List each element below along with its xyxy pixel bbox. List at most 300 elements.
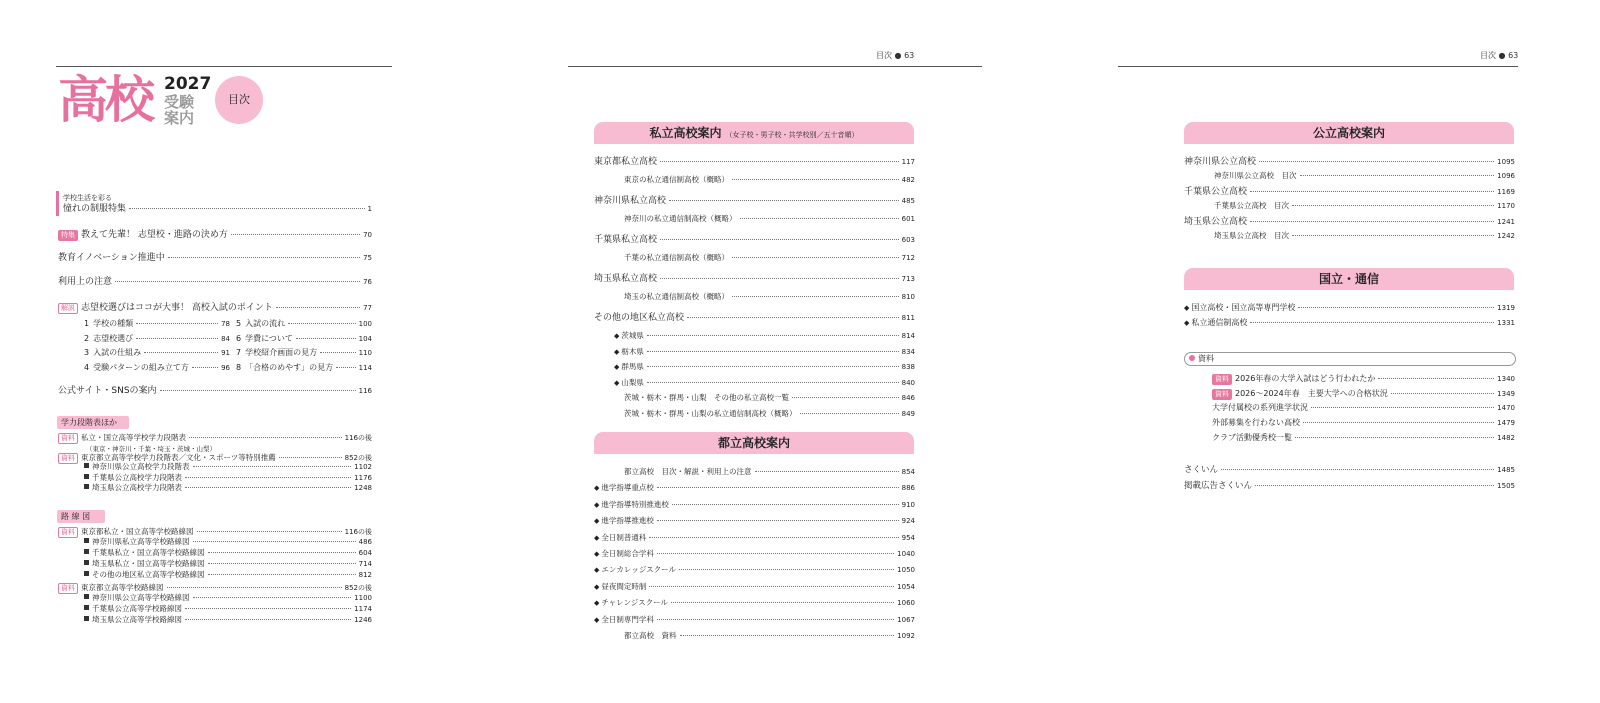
toc-entry[interactable] — [236, 349, 372, 357]
toc-entry[interactable] — [1184, 188, 1515, 197]
dot-leader — [732, 296, 899, 297]
dot-leader — [660, 239, 899, 240]
entry-badge: 資料 — [58, 527, 78, 538]
diamond-bullet-icon: ◆ — [1184, 304, 1190, 312]
dot-leader — [192, 367, 218, 368]
dot-leader — [671, 602, 894, 603]
entry-title: チャレンジスクール — [601, 598, 668, 608]
toc-entry[interactable] — [58, 433, 372, 444]
entry-page: 104 — [358, 334, 372, 343]
entry-title: 全日制専門学科 — [601, 614, 654, 624]
lead-entry[interactable] — [63, 205, 372, 214]
dot-leader — [657, 619, 894, 620]
toc-entry[interactable] — [1212, 374, 1515, 385]
diamond-bullet-icon: ◆ — [594, 615, 600, 624]
right-page — [1100, 0, 1600, 703]
dot-leader — [1250, 322, 1494, 323]
dot-leader — [1295, 437, 1494, 438]
entry-page: 1050 — [897, 566, 915, 575]
dot-leader — [649, 586, 894, 587]
toc-entry[interactable] — [84, 616, 372, 624]
usage-title: 利用上の注意 — [58, 277, 113, 287]
entry-page: 601 — [901, 215, 915, 223]
entry-page: 1054 — [897, 582, 915, 591]
dot-leader — [208, 552, 356, 553]
edu-page: 75 — [363, 254, 372, 262]
materials-label: 資料 — [1198, 354, 1214, 363]
toc-entry[interactable] — [1212, 389, 1515, 400]
public-banner — [1184, 122, 1514, 144]
square-bullet-icon — [84, 571, 89, 576]
toc-entry[interactable] — [594, 314, 915, 323]
entry-page: 849 — [901, 409, 915, 418]
diamond-bullet-icon: ◆ — [1184, 319, 1190, 327]
square-bullet-icon — [84, 538, 89, 543]
entry-title: 栃木県 — [621, 346, 644, 356]
entry-title: その他の地区私立高校 — [594, 313, 685, 323]
dot-leader — [732, 257, 899, 258]
entry-badge: 資料 — [58, 583, 78, 594]
toc-entry[interactable] — [614, 332, 915, 340]
dot-leader — [649, 537, 898, 538]
entry-page: 1169 — [1497, 188, 1515, 196]
entry-note: （東京・神奈川・千葉・埼玉・茨城・山梨） — [86, 444, 216, 453]
entry-page: 846 — [901, 394, 915, 402]
dot-leader — [296, 338, 356, 339]
toc-entry[interactable] — [84, 605, 372, 613]
dot-leader — [1250, 191, 1494, 192]
dot-leader — [288, 323, 356, 324]
feature2-badge: 解説 — [58, 303, 78, 314]
entry-title: 進学指導重点校 — [601, 483, 654, 493]
dot-leader — [647, 335, 899, 336]
toc-entry[interactable] — [594, 616, 915, 624]
section-a-label: 学力段階表ほか — [57, 416, 129, 429]
middle-rule — [568, 66, 982, 67]
toc-entry[interactable] — [1184, 304, 1515, 312]
entry-page: 838 — [901, 363, 915, 371]
entry-title: 千葉県私立・国立高等学校路線図 — [92, 548, 205, 558]
dot-leader — [189, 437, 342, 438]
entry-page: 100 — [358, 320, 372, 328]
entry-number: 4 — [84, 362, 90, 372]
metro-title: 都立高校案内 — [717, 436, 790, 450]
entry-title: 学費について — [245, 333, 293, 343]
entry-title: 進学指導特別推進校 — [601, 499, 669, 509]
entry-title: 神奈川の私立通信制高校（概略） — [624, 214, 737, 223]
toc-entry[interactable] — [84, 571, 372, 579]
toc-entry[interactable] — [594, 517, 915, 525]
entry-title: 大学付属校の系列進学状況 — [1212, 403, 1308, 412]
entry-page: 1485 — [1497, 466, 1515, 474]
toc-entry[interactable] — [1212, 419, 1515, 427]
feature2-page: 77 — [363, 304, 372, 312]
lead-bar — [56, 191, 59, 216]
entry-page: 1331 — [1497, 319, 1515, 327]
left-rule — [56, 66, 392, 67]
entry-title: 東京都立高等学校路線図 — [81, 582, 164, 592]
dot-leader — [208, 563, 356, 564]
entry-page: 1102 — [354, 463, 372, 471]
entry-title: 茨城県 — [621, 331, 644, 340]
entry-title: 2026年春の大学入試はどう行われたか — [1235, 374, 1376, 383]
national-title: 国立・通信 — [1318, 272, 1379, 286]
logo-badge-text: 目次 — [228, 93, 250, 106]
materials-dot — [1189, 355, 1195, 361]
entry-badge: 資料 — [1212, 374, 1232, 385]
metro-banner — [594, 432, 914, 454]
entry-title: 東京都私立・国立高等学校路線図 — [81, 527, 194, 536]
toc-entry[interactable] — [594, 275, 915, 284]
entry-title: 埼玉県公立高校 — [1184, 217, 1248, 227]
dot-leader — [167, 587, 342, 588]
entry-title: 学校の種類 — [93, 319, 134, 328]
entry-page: 84 — [221, 334, 230, 343]
toc-entry[interactable] — [624, 293, 915, 301]
entry-title: 外部募集を行わない高校 — [1212, 418, 1300, 427]
dot-leader — [1391, 393, 1494, 394]
entry-title: 埼玉県公立高校学力段階表 — [92, 483, 182, 492]
toc-entry[interactable] — [594, 197, 915, 206]
entry-title: 昼夜間定時制 — [601, 581, 647, 591]
dot-leader — [657, 553, 894, 554]
diamond-bullet-icon: ◆ — [594, 500, 600, 509]
entry-title: 茨城・栃木・群馬・山梨の私立通信制高校（概略） — [624, 408, 797, 418]
entry-title: 進学指導推進校 — [601, 516, 654, 526]
dot-leader — [279, 457, 342, 458]
square-bullet-icon — [84, 484, 89, 489]
dot-leader — [647, 366, 899, 367]
entry-title: 学校紹介画面の見方 — [245, 348, 318, 357]
square-bullet-icon — [84, 560, 89, 565]
private-title: 私立高校案内 — [649, 126, 722, 140]
entry-title: 神奈川県公立高校 目次 — [1214, 171, 1297, 180]
entry-badge: 資料 — [1212, 389, 1232, 400]
entry-page: 110 — [358, 349, 372, 357]
toc-entry[interactable] — [236, 320, 372, 328]
toc-entry[interactable] — [84, 335, 230, 343]
toc-entry[interactable] — [594, 599, 915, 607]
entry-title: 千葉県公立高等学校路線図 — [92, 603, 182, 613]
toc-entry[interactable] — [84, 320, 230, 328]
entry-title: 掲載広告さくいん — [1184, 481, 1253, 491]
materials-pill — [1184, 352, 1516, 366]
entry-title: 都立高校 資料 — [624, 631, 677, 640]
entry-page: 1170 — [1497, 202, 1515, 210]
entry-number: 8 — [236, 362, 242, 372]
diamond-bullet-icon: ◆ — [594, 566, 600, 575]
dot-leader — [792, 397, 899, 398]
entry-title: 神奈川県私立高校 — [594, 196, 667, 206]
entry-number: 1 — [84, 319, 90, 328]
entry-title: 神奈川県公立高等学校路線図 — [92, 592, 190, 602]
entry-page: 834 — [901, 347, 915, 356]
entry-page: 1040 — [897, 550, 915, 558]
diamond-bullet-icon: ◆ — [614, 378, 620, 387]
logo-line2: 案内 — [164, 109, 195, 127]
entry-page: 1248 — [354, 484, 372, 492]
toc-entry[interactable] — [594, 534, 915, 542]
feature1-entry[interactable] — [58, 230, 372, 241]
entry-title: 埼玉県公立高等学校路線図 — [92, 614, 182, 624]
dot-leader — [336, 367, 356, 368]
toc-entry[interactable] — [84, 484, 372, 492]
entry-title: 東京都立高等学校学力段階表／文化・スポーツ等特別推薦 — [81, 452, 276, 462]
lead-small: 学校生活を彩る — [63, 194, 112, 202]
dot-leader — [1303, 422, 1494, 423]
toc-entry[interactable] — [1184, 158, 1515, 167]
entry-title: 入試の流れ — [245, 319, 286, 328]
feature1-page: 70 — [363, 231, 372, 239]
feature2-entry[interactable] — [58, 303, 372, 314]
toc-entry[interactable] — [1214, 202, 1515, 210]
entry-page: 714 — [358, 560, 372, 569]
toc-entry[interactable] — [624, 215, 915, 223]
square-bullet-icon — [84, 474, 89, 479]
entry-title: 埼玉県公立高校 目次 — [1214, 231, 1289, 240]
entry-number: 6 — [236, 333, 242, 343]
dot-leader — [755, 471, 899, 472]
entry-title: エンカレッジスクール — [601, 565, 676, 575]
toc-entry[interactable] — [594, 550, 915, 558]
dot-leader — [185, 619, 351, 620]
toc-entry[interactable] — [624, 176, 915, 184]
logo — [58, 72, 268, 132]
toc-entry[interactable] — [614, 379, 915, 387]
lead-title: 憧れの制服特集 — [63, 204, 127, 214]
edu-entry[interactable] — [58, 254, 372, 263]
entry-title: その他の地区私立高等学校路線図 — [92, 570, 205, 580]
entry-page: 1100 — [354, 593, 372, 602]
private-banner — [594, 122, 914, 144]
entry-page: 812 — [358, 571, 372, 580]
toc-entry[interactable] — [1184, 319, 1515, 327]
entry-title: 「合格のめやす」の見方 — [245, 362, 334, 372]
right-rule — [1118, 66, 1518, 67]
entry-page: 852の後 — [344, 453, 372, 462]
dot-leader — [1292, 205, 1494, 206]
dot-leader — [1292, 235, 1494, 236]
entry-title: 茨城・栃木・群馬・山梨 その他の私立高校一覧 — [624, 393, 789, 402]
entry-page: 116の後 — [344, 528, 372, 536]
toc-entry[interactable] — [1212, 404, 1515, 412]
entry-title: 受験パターンの組み立て方 — [93, 362, 189, 372]
toc-entry[interactable] — [624, 632, 915, 640]
toc-entry[interactable] — [1212, 434, 1515, 442]
square-bullet-icon — [84, 605, 89, 610]
entry-page: 852の後 — [344, 583, 372, 592]
dot-leader — [800, 413, 899, 414]
sns-entry[interactable] — [58, 387, 372, 396]
entry-page: 1482 — [1497, 434, 1515, 442]
toc-entry[interactable] — [1184, 218, 1515, 227]
dot-leader — [185, 487, 351, 488]
sns-title: 公式サイト・SNSの案内 — [58, 386, 157, 396]
entry-page: 1241 — [1497, 218, 1515, 226]
toc-entry[interactable] — [84, 364, 230, 372]
dot-leader — [687, 317, 899, 318]
entry-page: 811 — [901, 314, 915, 322]
toc-entry[interactable] — [594, 566, 915, 574]
logo-line1: 受験 — [164, 93, 195, 111]
entry-page: 1470 — [1497, 404, 1515, 412]
entry-page: 604 — [358, 549, 372, 558]
dot-leader — [732, 179, 899, 180]
square-bullet-icon — [84, 594, 89, 599]
diamond-bullet-icon: ◆ — [594, 582, 600, 591]
dot-leader — [1250, 221, 1494, 222]
toc-entry[interactable] — [84, 560, 372, 568]
entry-page: 1479 — [1497, 419, 1515, 427]
toc-entry[interactable] — [84, 474, 372, 482]
right-header: 目次 ● 63 — [1480, 51, 1519, 60]
entry-page: 1096 — [1497, 172, 1515, 180]
dot-leader — [193, 597, 352, 598]
dot-leader — [185, 477, 351, 478]
dot-leader — [647, 351, 899, 352]
diamond-bullet-icon: ◆ — [614, 332, 620, 340]
toc-entry[interactable] — [624, 254, 915, 262]
entry-page: 485 — [901, 197, 915, 205]
entry-page: 1067 — [897, 615, 915, 624]
toc-entry[interactable] — [624, 468, 915, 476]
entry-title: クラブ活動優秀校一覧 — [1212, 433, 1292, 442]
entry-title: 2026～2024年春 主要大学への合格状況 — [1235, 389, 1388, 398]
toc-entry[interactable] — [84, 538, 372, 546]
toc-entry[interactable] — [1184, 482, 1515, 491]
entry-page: 1176 — [354, 473, 372, 482]
toc-entry[interactable] — [236, 364, 372, 372]
entry-page: 954 — [901, 533, 915, 542]
toc-entry[interactable] — [614, 363, 915, 371]
entry-number: 2 — [84, 333, 90, 343]
square-bullet-icon — [84, 549, 89, 554]
feature2-title: 志望校選びはココが大事！ 高校入試のポイント — [81, 303, 273, 313]
toc-entry[interactable] — [1214, 172, 1515, 180]
entry-title: 東京の私立通信制高校（概略） — [624, 175, 729, 184]
toc-entry[interactable] — [1184, 466, 1515, 475]
square-bullet-icon — [84, 463, 89, 468]
entry-title: 千葉県公立高校 目次 — [1214, 201, 1289, 210]
toc-entry[interactable] — [594, 501, 915, 509]
dot-leader — [669, 200, 899, 201]
diamond-bullet-icon: ◆ — [594, 533, 600, 542]
entry-title: さくいん — [1184, 465, 1219, 475]
entry-title: 私立・国立高等学校学力段階表 — [81, 433, 186, 442]
dot-leader — [657, 520, 899, 521]
entry-page: 91 — [221, 349, 230, 357]
entry-number: 5 — [236, 319, 242, 328]
entry-page: 1095 — [1497, 158, 1515, 166]
toc-entry[interactable] — [594, 484, 915, 492]
toc-entry[interactable] — [594, 583, 915, 591]
toc-entry[interactable] — [58, 583, 372, 594]
toc-entry[interactable] — [84, 594, 372, 602]
entry-number: 3 — [84, 348, 90, 357]
diamond-bullet-icon: ◆ — [594, 550, 600, 558]
entry-page: 840 — [901, 378, 915, 387]
toc-entry[interactable] — [614, 348, 915, 356]
entry-page: 1505 — [1497, 482, 1515, 490]
entry-page: 1174 — [354, 604, 372, 613]
toc-entry[interactable] — [84, 463, 372, 471]
dot-leader — [1300, 175, 1495, 176]
left-page — [0, 0, 540, 703]
entry-title: 志望校選び — [93, 333, 134, 343]
entry-title: 神奈川県公立高校学力段階表 — [92, 462, 190, 471]
entry-title: 千葉県公立高校学力段階表 — [92, 472, 182, 482]
entry-title: 千葉の私立通信制高校（概略） — [624, 253, 729, 262]
toc-entry[interactable] — [84, 549, 372, 557]
national-banner — [1184, 268, 1514, 290]
entry-page: 814 — [901, 332, 915, 340]
entry-title: 国立高校・国立高等専門学校 — [1191, 303, 1296, 312]
entry-page: 1319 — [1497, 304, 1515, 312]
dot-leader — [740, 218, 899, 219]
entry-page: 713 — [901, 275, 915, 283]
toc-entry[interactable] — [624, 410, 915, 418]
entry-page: 886 — [901, 484, 915, 493]
entry-page: 810 — [901, 293, 915, 301]
toc-entry[interactable] — [624, 394, 915, 402]
diamond-bullet-icon: ◆ — [614, 347, 620, 356]
logo-badge-circle — [215, 76, 263, 124]
dot-leader — [193, 466, 352, 467]
entry-page: 1092 — [897, 632, 915, 640]
entry-badge: 資料 — [58, 433, 78, 444]
toc-entry[interactable] — [236, 335, 372, 343]
dot-leader — [193, 541, 356, 542]
entry-title: 千葉県私立高校 — [594, 235, 658, 245]
entry-page: 78 — [221, 320, 230, 328]
dot-leader — [1221, 469, 1494, 470]
entry-title: 埼玉の私立通信制高校（概略） — [624, 292, 729, 301]
dot-leader — [1311, 407, 1494, 408]
middle-header: 目次 ● 63 — [876, 51, 915, 60]
entry-title: 山梨県 — [621, 377, 644, 387]
toc-entry[interactable] — [594, 236, 915, 245]
entry-page: 1242 — [1497, 232, 1515, 240]
dot-leader — [320, 352, 356, 353]
entry-title: 私立通信制高校 — [1191, 318, 1248, 327]
entry-page: 1340 — [1497, 375, 1515, 383]
toc-entry[interactable] — [594, 158, 915, 167]
diamond-bullet-icon: ◆ — [614, 363, 620, 371]
entry-page: 117 — [901, 158, 915, 166]
logo-year: 2027 — [164, 74, 212, 94]
dot-leader — [647, 382, 899, 383]
dot-leader — [208, 574, 356, 575]
entry-title: 千葉県公立高校 — [1184, 187, 1248, 197]
entry-page: 116の後 — [344, 434, 372, 442]
toc-entry[interactable] — [1214, 232, 1515, 240]
section-b-label: 路 線 図 — [57, 510, 105, 523]
entry-title: 全日制総合学科 — [601, 549, 654, 558]
usage-entry[interactable] — [58, 278, 372, 287]
dot-leader — [1259, 161, 1494, 162]
dot-leader — [1255, 485, 1494, 486]
entry-number: 7 — [236, 348, 242, 357]
logo-kanji: 高校 — [58, 71, 152, 129]
dot-leader — [1378, 378, 1494, 379]
entry-page: 1349 — [1497, 390, 1515, 398]
dot-leader — [136, 323, 218, 324]
dot-leader — [144, 352, 218, 353]
toc-entry[interactable] — [84, 349, 230, 357]
diamond-bullet-icon: ◆ — [594, 484, 600, 493]
public-title: 公立高校案内 — [1312, 126, 1385, 140]
entry-title: 全日制普通科 — [601, 532, 647, 542]
